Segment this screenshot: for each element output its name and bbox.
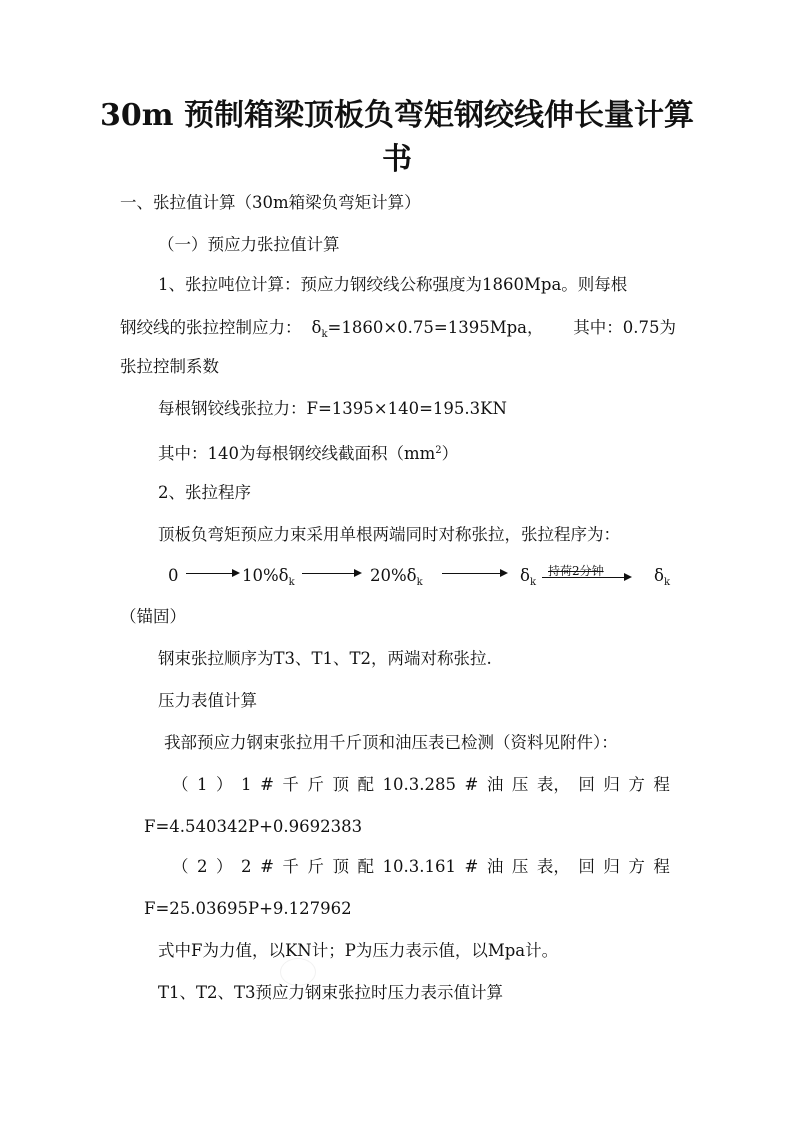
arrow-icon bbox=[542, 577, 630, 578]
hold-duration-label: 持荷2分钟 bbox=[548, 564, 604, 578]
sequence-start: 0 bbox=[168, 566, 179, 585]
control-stress-formula: =1860×0.75=1395Mpa， bbox=[327, 318, 544, 337]
anchor-label: （锚固） bbox=[120, 607, 186, 626]
jack2-equation: F=25.03695P+9.127962 bbox=[144, 899, 352, 918]
paragraph-tonnage-line3: 张拉控制系数 bbox=[120, 357, 219, 376]
paragraph-tonnage-line2 bbox=[120, 317, 676, 346]
delta-symbol: δ bbox=[311, 318, 322, 337]
formula-note: 式中F为力值，以KN计；P为压力表示值，以Mpa计。 bbox=[158, 941, 559, 960]
jack1-equation: F=4.540342P+0.9692383 bbox=[144, 817, 363, 836]
gauge-heading: 压力表值计算 bbox=[158, 691, 257, 710]
area-superscript: 2 bbox=[435, 445, 442, 456]
step-heading-procedure: 2、张拉程序 bbox=[158, 483, 251, 502]
arrow-icon bbox=[442, 573, 506, 574]
procedure-intro: 顶板负弯矩预应力束采用单根两端同时对称张拉，张拉程序为： bbox=[158, 525, 620, 544]
sequence-10-percent: $10\%\delta_k$ bbox=[242, 566, 295, 588]
section-heading-tension-calc: 一、张拉值计算（30m箱梁负弯矩计算） bbox=[120, 193, 421, 212]
control-stress-text: 钢绞线的张拉控制应力： $\delta_k=1860\times 0.75=1395Mpa$， bbox=[120, 318, 544, 340]
arrow-icon bbox=[302, 573, 360, 574]
tension-sequence bbox=[120, 565, 680, 589]
strand-area-line: 其中：140为每根钢绞线截面积$(mm^2)$ bbox=[158, 444, 459, 463]
coefficient-note: 其中：0.75为 bbox=[573, 318, 676, 337]
paragraph-tonnage-line1 bbox=[158, 274, 674, 296]
delta-subscript: k bbox=[321, 329, 328, 340]
sequence-final-stress: $\delta_k$ bbox=[654, 566, 670, 588]
sequence-20-percent: $20\%\delta_k$ bbox=[370, 566, 423, 588]
gauge-intro: 我部预应力钢束张拉用千斤顶和油压表已检测（资料见附件）： bbox=[164, 733, 618, 752]
tension-order-line: 钢束张拉顺序为T3、T1、T2，两端对称张拉. bbox=[158, 649, 492, 668]
subsection-heading-prestress: （一）预应力张拉值计算 bbox=[158, 235, 340, 254]
jack2-line: （ 2 ） 2 # 千 斤 顶 配 10.3.161 # 油 压 表， 回 归 方 程 bbox=[172, 857, 670, 876]
strand-force-line: 每根钢铰线张拉力：F=1395×140=195.3KN bbox=[158, 399, 507, 418]
tonnage-text: 1、张拉吨位计算：预应力钢绞线公称强度为1860Mpa。则每根 bbox=[158, 275, 628, 294]
document-title: 30m 预制箱梁顶板负弯矩钢绞线伸长量计算书 bbox=[100, 98, 694, 177]
sequence-control-stress: $\delta_k$ bbox=[520, 566, 536, 588]
jack1-line: （ 1 ） 1 # 千 斤 顶 配 10.3.285 # 油 压 表， 回 归 方 程 bbox=[172, 775, 670, 794]
gauge-calc-heading: T1、T2、T3预应力钢束张拉时压力表示值计算 bbox=[158, 983, 504, 1002]
arrow-icon bbox=[186, 573, 238, 574]
